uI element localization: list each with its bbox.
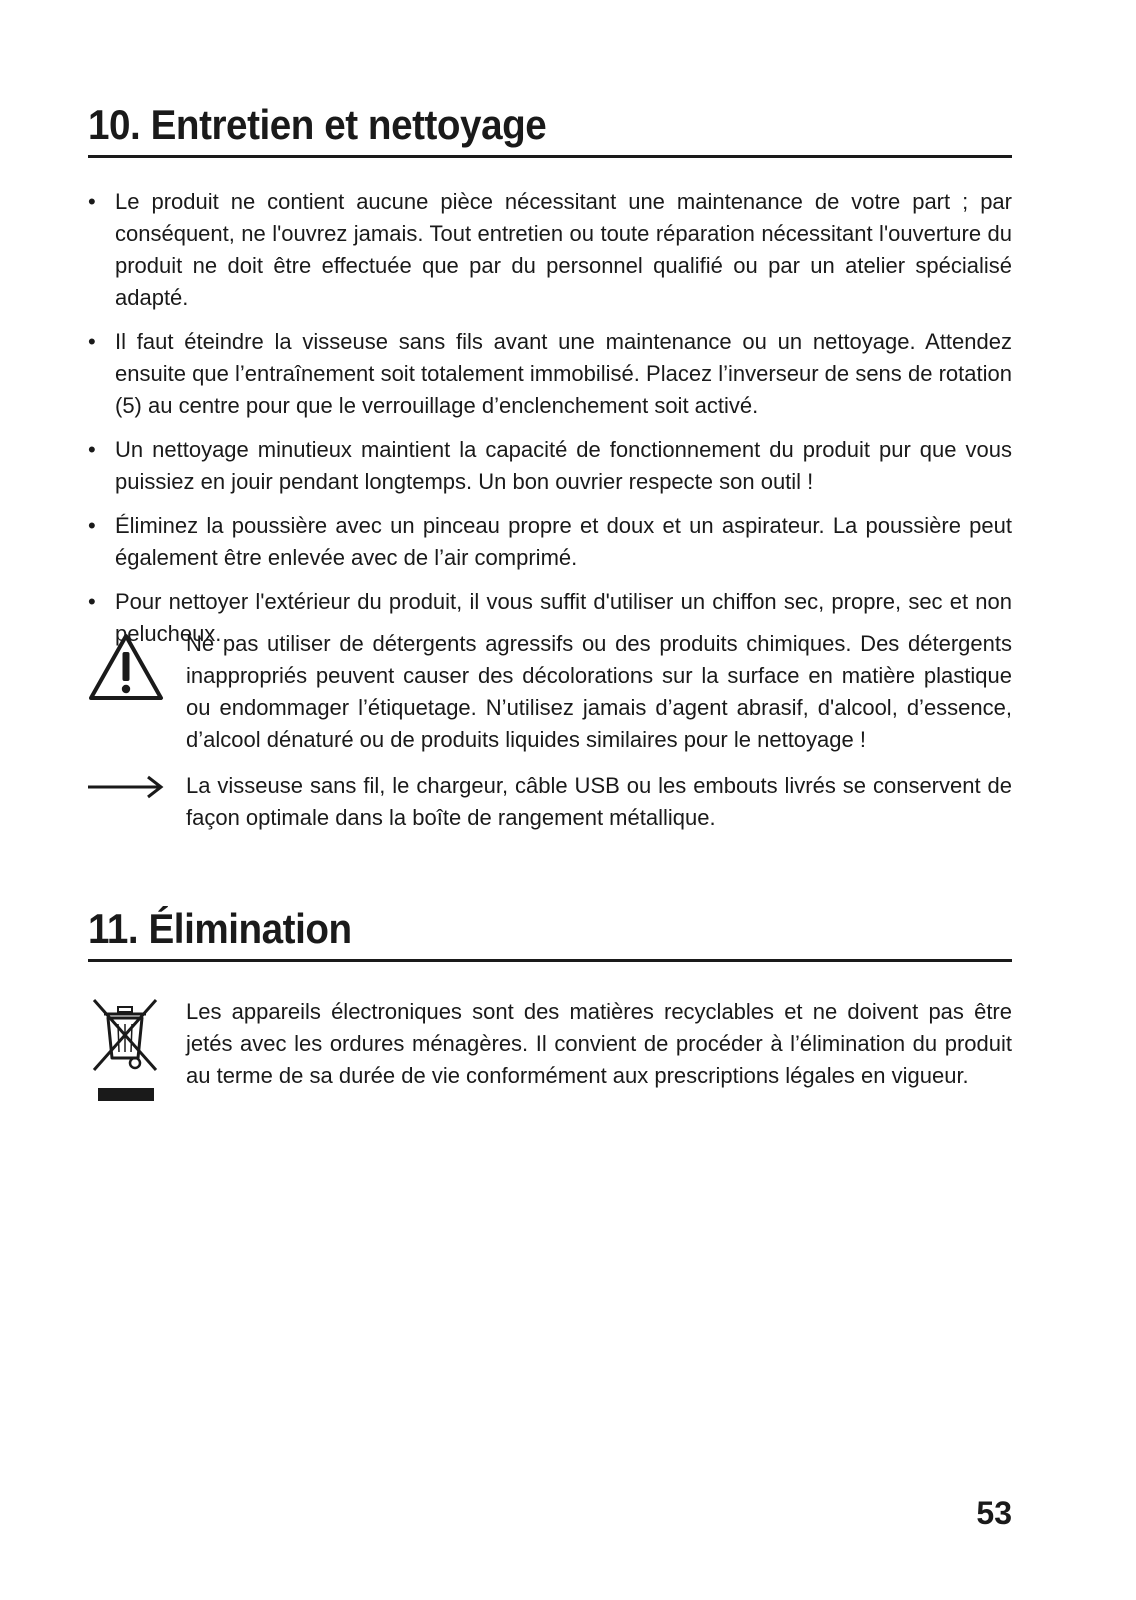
maintenance-bullet-list <box>88 186 1012 662</box>
section-10-title: 10. Entretien et nettoyage <box>88 101 547 148</box>
disposal-text: Les appareils électroniques sont des matières recyclables et ne doivent pas être jetés avec les ordures ménagères. Il convient de procéder à l’élimination du produit au terme de sa durée de vie conformément aux prescriptions légales en vigueur. <box>186 999 1012 1088</box>
list-item <box>88 186 1012 314</box>
section-11-rule <box>88 959 1012 962</box>
bullet-dot: • <box>88 329 96 354</box>
list-item-text: Il faut éteindre la visseuse sans fils avant une maintenance ou un nettoyage. Attendez ensuite que l’entraînement soit totalement immobilisé. Placez l’inverseur de sens de rotation (5) au centre pour que le verrouillage d’enclenchement soit activé. <box>115 329 1012 418</box>
list-item-text: Le produit ne contient aucune pièce nécessitant une maintenance de votre part ; par conséquent, ne l'ouvrez jamais. Tout entretien ou toute réparation nécessitant l'ouverture du produit ne doit être effectuée que par du personnel qualifié ou par un atelier spécialisé adapté. <box>115 189 1012 310</box>
list-item-text: Pour nettoyer l'extérieur du produit, il vous suffit d'utiliser un chiffon sec, propre, sec et non pelucheux. <box>115 589 1012 646</box>
list-item <box>88 326 1012 422</box>
arrow-right-icon <box>88 774 164 800</box>
manual-page <box>88 0 1012 1600</box>
warning-triangle-icon <box>88 632 164 702</box>
bullet-dot: • <box>88 589 96 614</box>
bullet-dot: • <box>88 437 96 462</box>
list-item-text: Éliminez la poussière avec un pinceau propre et doux et un aspirateur. La poussière peut également être enlevée avec de l’air comprimé. <box>115 513 1012 570</box>
list-item <box>88 510 1012 574</box>
list-item-text: Un nettoyage minutieux maintient la capacité de fonctionnement du produit pur que vous puissiez en jouir pendant longtemps. Un bon ouvrier respecte son outil ! <box>115 437 1012 494</box>
crossed-out-wheelie-bin-icon <box>88 996 162 1102</box>
page-number: 53 <box>976 1495 1012 1531</box>
list-item <box>88 434 1012 498</box>
section-10-rule <box>88 155 1012 158</box>
tip-text: La visseuse sans fil, le chargeur, câble USB ou les embouts livrés se conservent de façon optimale dans la boîte de rangement métallique. <box>186 773 1012 830</box>
warning-text: Ne pas utiliser de détergents agressifs ou des produits chimiques. Des détergents inappropriés peuvent causer des décolorations sur la surface en matière plastique ou endommager l’étiquetage. N’utilisez jamais d’agent abrasif, d'alcool, d’essence, d’alcool dénaturé ou de produits liquides similaires pour le nettoyage ! <box>186 631 1012 752</box>
bullet-dot: • <box>88 189 96 214</box>
bullet-dot: • <box>88 513 96 538</box>
section-11-title: 11. Élimination <box>88 905 352 952</box>
